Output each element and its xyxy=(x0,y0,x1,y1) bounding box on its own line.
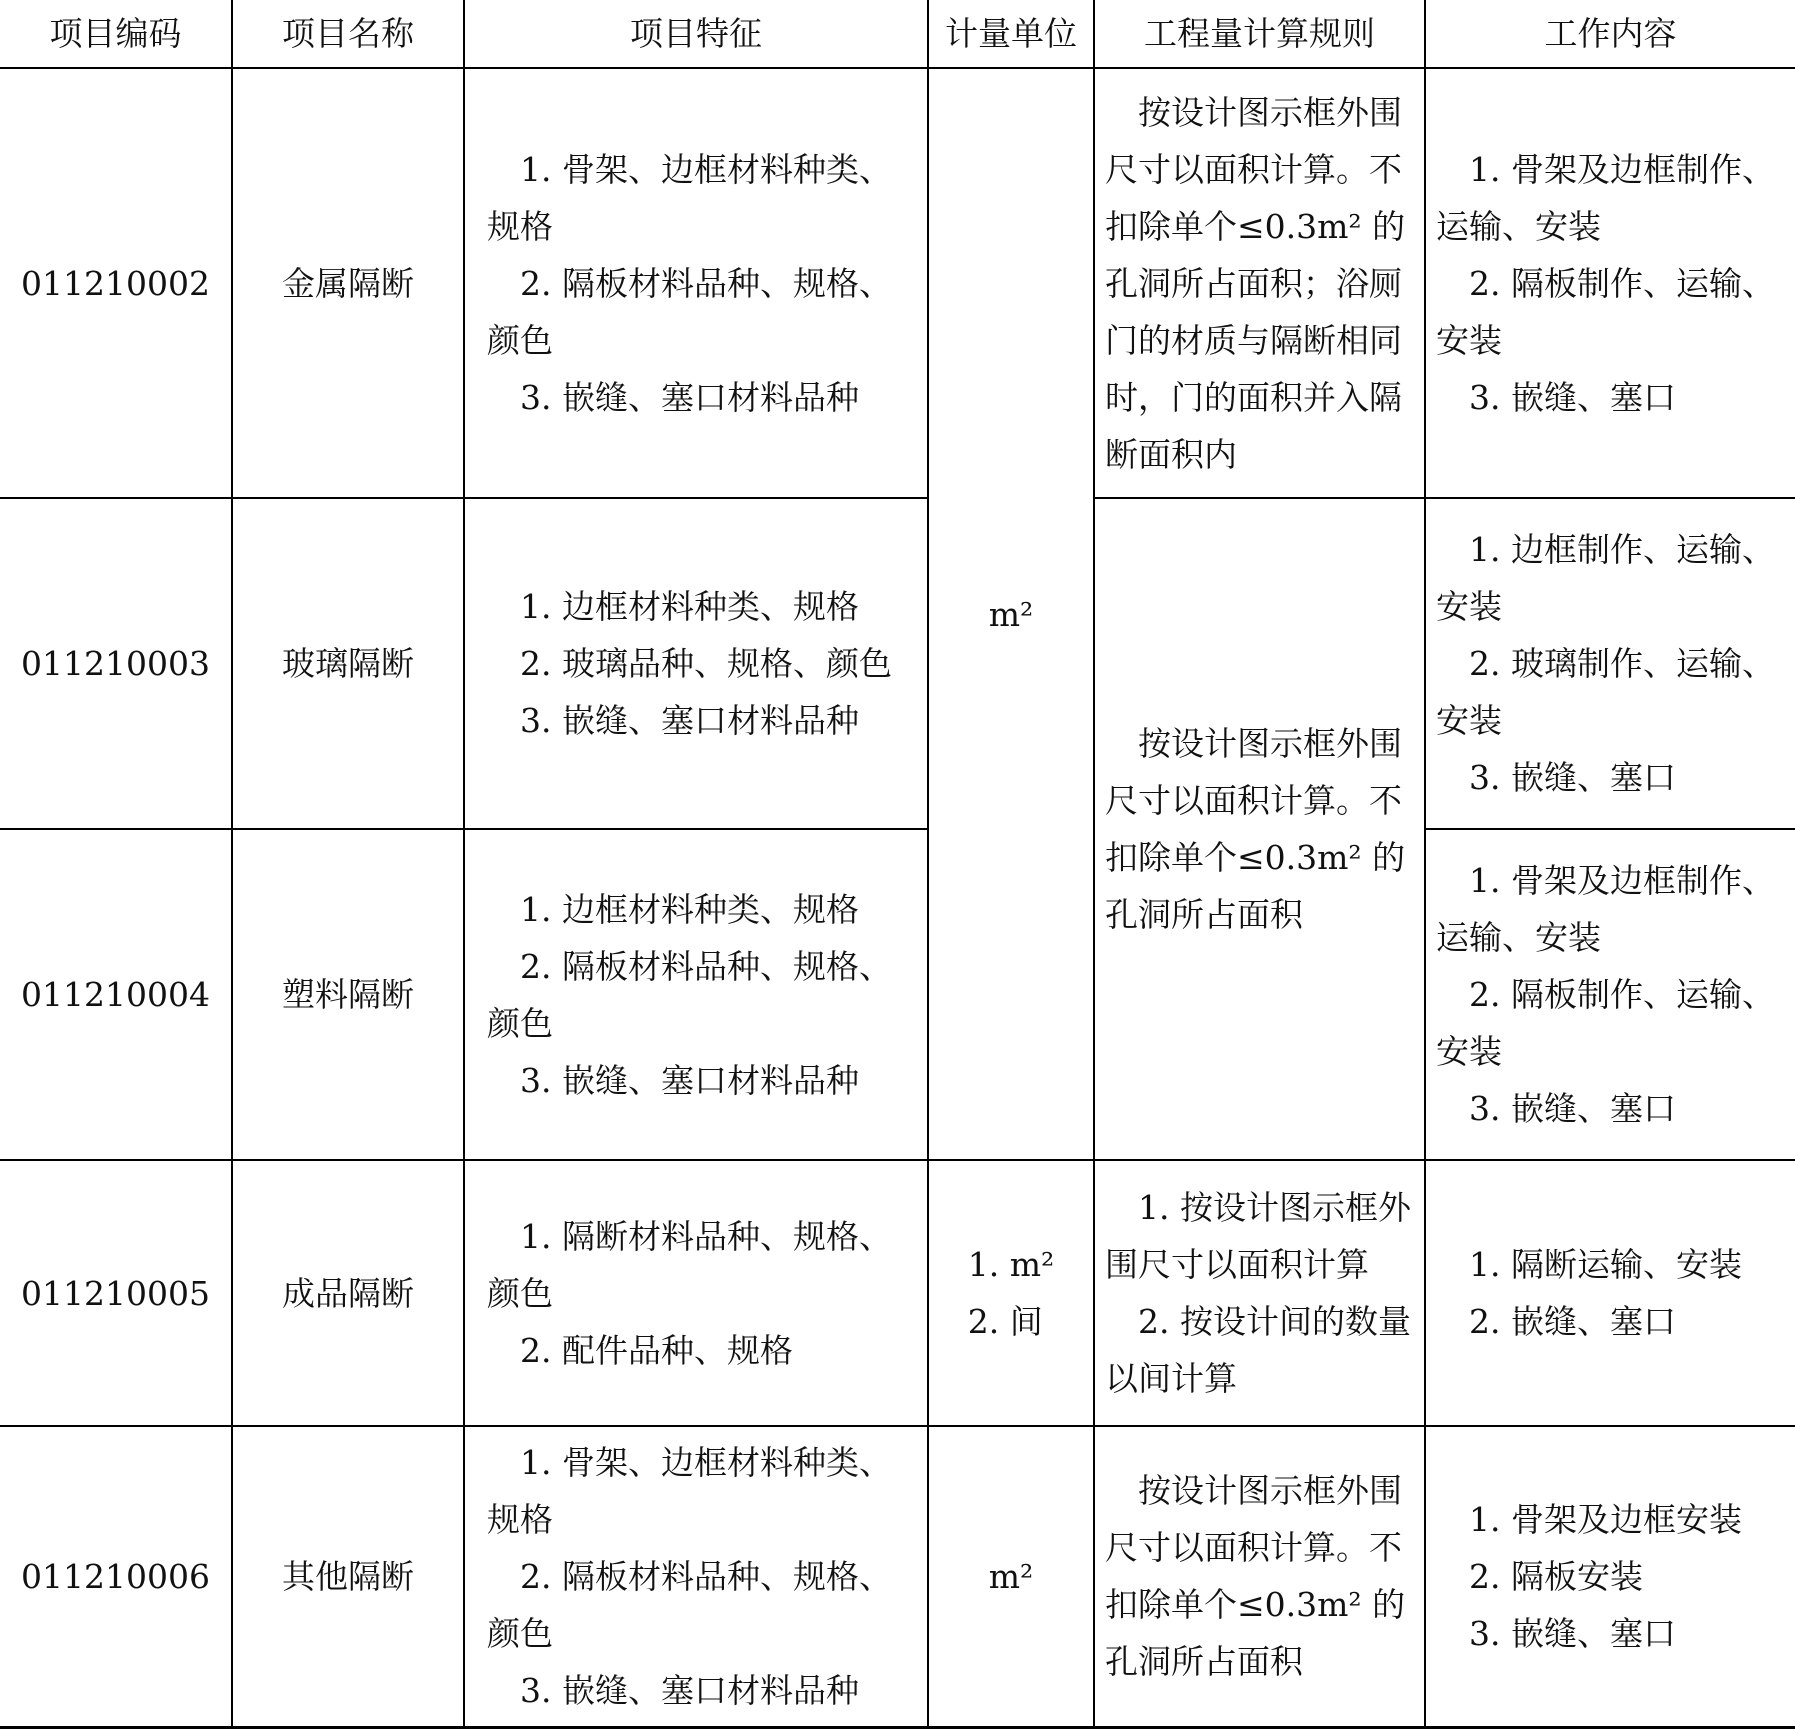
feature-line: 2. 隔板材料品种、规格、 xyxy=(520,263,892,303)
table-row xyxy=(0,1160,1795,1426)
work-line: 2. 隔板制作、运输、 xyxy=(1469,975,1775,1014)
unit-list xyxy=(968,1236,1055,1350)
feature-line: 颜色 xyxy=(487,1613,553,1653)
item-name: 塑料隔断 xyxy=(232,829,464,1160)
feature-line: 3. 嵌缝、塞口材料品种 xyxy=(520,1060,859,1100)
work-content xyxy=(1425,68,1795,498)
header-work: 工作内容 xyxy=(1425,0,1795,68)
feature-line: 2. 隔板材料品种、规格、 xyxy=(520,1556,892,1596)
feature-line: 3. 嵌缝、塞口材料品种 xyxy=(520,701,859,740)
work-line: 安装 xyxy=(1436,701,1502,740)
header-unit: 计量单位 xyxy=(928,0,1094,68)
item-code: 011210003 xyxy=(0,498,232,829)
work-line: 2. 隔板制作、运输、 xyxy=(1469,263,1775,303)
rule-line: 尺寸以面积计算。不 xyxy=(1105,149,1402,189)
feature-line: 颜色 xyxy=(487,1003,553,1043)
calc-rule xyxy=(1094,1160,1425,1426)
feature-line: 1. 骨架、边框材料种类、 xyxy=(520,149,892,189)
feature-line: 2. 配件品种、规格 xyxy=(520,1330,793,1370)
table-row xyxy=(0,1426,1795,1727)
table-row xyxy=(0,498,1795,829)
rule-line: 按设计图示框外围 xyxy=(1138,1471,1402,1511)
work-line: 运输、安装 xyxy=(1436,918,1601,957)
feature-line: 颜色 xyxy=(487,1273,553,1313)
unit-option: 2. 间 xyxy=(967,1302,1043,1341)
work-line: 2. 玻璃制作、运输、 xyxy=(1469,644,1775,683)
unit-cell-merged: m² xyxy=(928,68,1094,1160)
work-line: 3. 嵌缝、塞口 xyxy=(1469,377,1676,417)
item-features xyxy=(464,498,928,829)
rule-line: 孔洞所占面积 xyxy=(1105,895,1303,934)
rule-line: 扣除单个≤0.3m² 的 xyxy=(1105,206,1406,246)
rule-line: 尺寸以面积计算。不 xyxy=(1105,1528,1402,1568)
work-line: 2. 嵌缝、塞口 xyxy=(1469,1302,1676,1341)
header-code: 项目编码 xyxy=(0,0,232,68)
unit-cell xyxy=(928,1160,1094,1426)
rule-line: 按设计图示框外围 xyxy=(1138,92,1402,132)
item-features xyxy=(464,68,928,498)
calc-rule xyxy=(1094,498,1425,1160)
work-line: 安装 xyxy=(1436,320,1502,360)
item-features xyxy=(464,829,928,1160)
work-content xyxy=(1425,829,1795,1160)
item-features xyxy=(464,1160,928,1426)
rule-line: 按设计图示框外围 xyxy=(1138,724,1402,763)
feature-line: 颜色 xyxy=(487,320,553,360)
feature-line: 1. 隔断材料品种、规格、 xyxy=(520,1216,892,1256)
work-line: 3. 嵌缝、塞口 xyxy=(1469,1613,1676,1653)
item-name: 其他隔断 xyxy=(232,1426,464,1727)
item-code: 011210006 xyxy=(0,1426,232,1727)
header-rules: 工程量计算规则 xyxy=(1094,0,1425,68)
feature-line: 2. 玻璃品种、规格、颜色 xyxy=(520,644,892,683)
rule-line: 围尺寸以面积计算 xyxy=(1105,1245,1369,1284)
feature-line: 规格 xyxy=(487,206,553,246)
calc-rule xyxy=(1094,68,1425,498)
feature-line: 3. 嵌缝、塞口材料品种 xyxy=(520,1670,859,1710)
item-code: 011210004 xyxy=(0,829,232,1160)
rule-line: 扣除单个≤0.3m² 的 xyxy=(1105,838,1406,877)
feature-line: 2. 隔板材料品种、规格、 xyxy=(520,946,892,986)
header-name: 项目名称 xyxy=(232,0,464,68)
table-row xyxy=(0,829,1795,1160)
feature-line: 3. 嵌缝、塞口材料品种 xyxy=(520,377,859,417)
work-line: 1. 骨架及边框制作、 xyxy=(1469,149,1775,189)
item-name: 成品隔断 xyxy=(232,1160,464,1426)
feature-line: 1. 骨架、边框材料种类、 xyxy=(520,1442,892,1482)
rule-line: 1. 按设计图示框外 xyxy=(1138,1188,1411,1227)
item-code: 011210005 xyxy=(0,1160,232,1426)
rule-line: 2. 按设计间的数量 xyxy=(1138,1302,1411,1341)
work-line: 1. 骨架及边框制作、 xyxy=(1469,861,1775,900)
item-name: 金属隔断 xyxy=(232,68,464,498)
work-line: 安装 xyxy=(1436,587,1502,626)
item-code: 011210002 xyxy=(0,68,232,498)
feature-line: 1. 边框材料种类、规格 xyxy=(520,587,859,626)
work-line: 1. 隔断运输、安装 xyxy=(1469,1245,1742,1284)
item-name: 玻璃隔断 xyxy=(232,498,464,829)
work-content xyxy=(1425,1160,1795,1426)
rule-line: 扣除单个≤0.3m² 的 xyxy=(1105,1585,1406,1625)
work-line: 安装 xyxy=(1436,1032,1502,1071)
unit-option: 1. m² xyxy=(967,1245,1055,1284)
work-line: 3. 嵌缝、塞口 xyxy=(1469,1089,1676,1128)
calc-rule xyxy=(1094,1426,1425,1727)
work-line: 运输、安装 xyxy=(1436,206,1601,246)
rule-line: 孔洞所占面积 xyxy=(1105,1642,1303,1682)
table-row xyxy=(0,68,1795,498)
work-content xyxy=(1425,498,1795,829)
rule-line: 时，门的面积并入隔 xyxy=(1105,377,1402,417)
header-features: 项目特征 xyxy=(464,0,928,68)
work-line: 1. 边框制作、运输、 xyxy=(1469,530,1775,569)
table-header-row xyxy=(0,0,1795,68)
rule-line: 断面积内 xyxy=(1105,434,1237,474)
rule-line: 孔洞所占面积；浴厕 xyxy=(1105,263,1402,303)
rule-line: 以间计算 xyxy=(1105,1359,1237,1398)
item-features xyxy=(464,1426,928,1727)
feature-line: 规格 xyxy=(487,1499,553,1539)
work-line: 1. 骨架及边框安装 xyxy=(1469,1499,1742,1539)
work-line: 3. 嵌缝、塞口 xyxy=(1469,758,1676,797)
work-content xyxy=(1425,1426,1795,1727)
feature-line: 1. 边框材料种类、规格 xyxy=(520,889,859,929)
rule-line: 尺寸以面积计算。不 xyxy=(1105,781,1402,820)
rule-line: 门的材质与隔断相同 xyxy=(1105,320,1402,360)
work-line: 2. 隔板安装 xyxy=(1469,1556,1643,1596)
unit-cell: m² xyxy=(928,1426,1094,1727)
